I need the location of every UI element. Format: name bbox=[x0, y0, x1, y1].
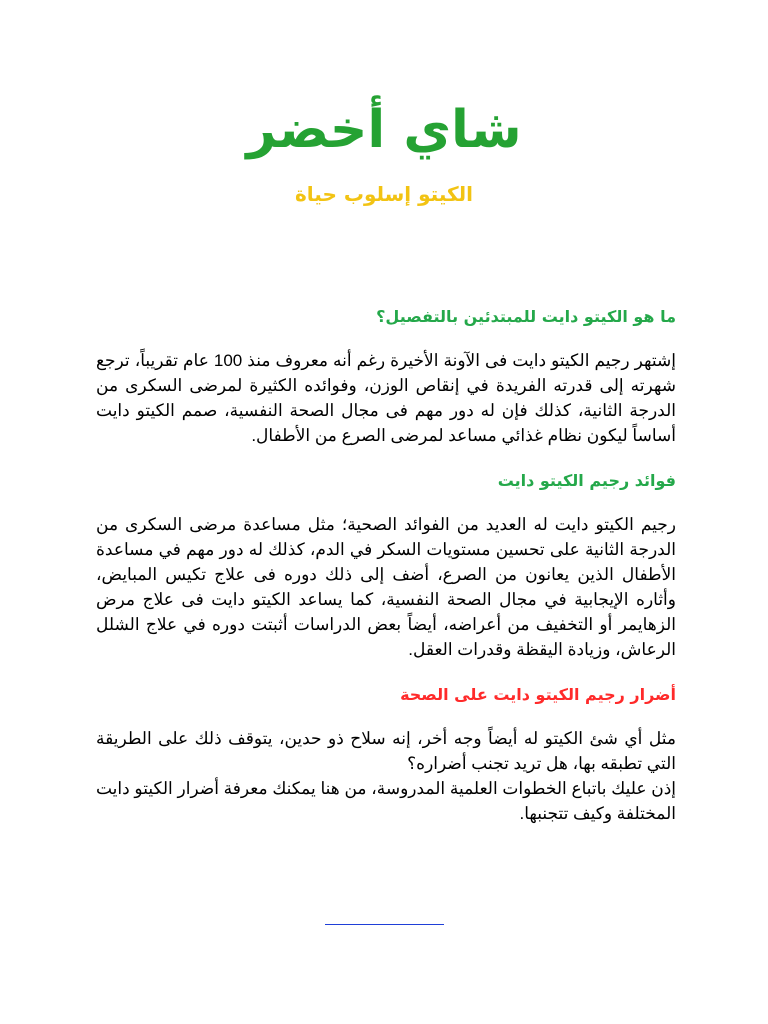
document-title: شاي أخضر bbox=[246, 100, 522, 160]
section-heading-what-is-keto: ما هو الكيتو دايت للمبتدئين بالتفصيل؟ bbox=[376, 307, 676, 326]
paragraph-keto-harms-2: إذن عليك باتباع الخطوات العلمية المدروسة، من هنا يمكنك معرفة أضرار الكيتو دايت المختلفة وكيف تتجنبها. bbox=[95, 779, 676, 823]
section-heading-keto-harms: أضرار رجيم الكيتو دايت على الصحة bbox=[400, 685, 676, 704]
document-body bbox=[96, 304, 676, 846]
paragraph-what-is-keto: إشتهر رجيم الكيتو دايت فى الآونة الأخيرة رغم أنه معروف منذ 100 عام تقريباً، ترجع شهرته إلى قدرته الفريدة في إنقاص الوزن، وفوائده الكثيرة لمرضى السكرى من الدرجة الثانية، كذلك فإن له دور مهم فى مجال الصحة النفسية، صمم الكيتو دايت أساساً ليكون نظام غذائي مساعد لمرضى الصرع من الأطفال. bbox=[96, 351, 676, 445]
paragraph-keto-benefits: رجيم الكيتو دايت له العديد من الفوائد الصحية؛ مثل مساعدة مرضى السكرى من الدرجة الثانية على تحسين مستويات السكر في الدم، كذلك له دور مهم في مساعدة الأطفال الذين يعانون من الصرع، أضف إلى ذلك دوره فى علاج تكيس المبايض، وأثاره الإيجابية في مجال الصحة النفسية، كما يساعد الكيتو دايت فى علاج مرض الزهايمر أو التخفيف من أعراضه، أيضاً بعض الدراسات أثبتت دوره في علاج الشلل الرعاش، وزيادة اليقظة وقدرات العقل. bbox=[96, 515, 676, 659]
footer-link-underline[interactable] bbox=[325, 908, 444, 925]
section-heading-keto-benefits: فوائد رجيم الكيتو دايت bbox=[497, 471, 676, 490]
paragraph-keto-harms-1: مثل أي شئ الكيتو له أيضاً وجه أخر، إنه سلاح ذو حدين، يتوقف ذلك على الطريقة التي تطبقه بها، هل تريد تجنب أضراره؟ bbox=[96, 729, 676, 773]
document-subtitle: الكيتو إسلوب حياة bbox=[294, 182, 473, 206]
